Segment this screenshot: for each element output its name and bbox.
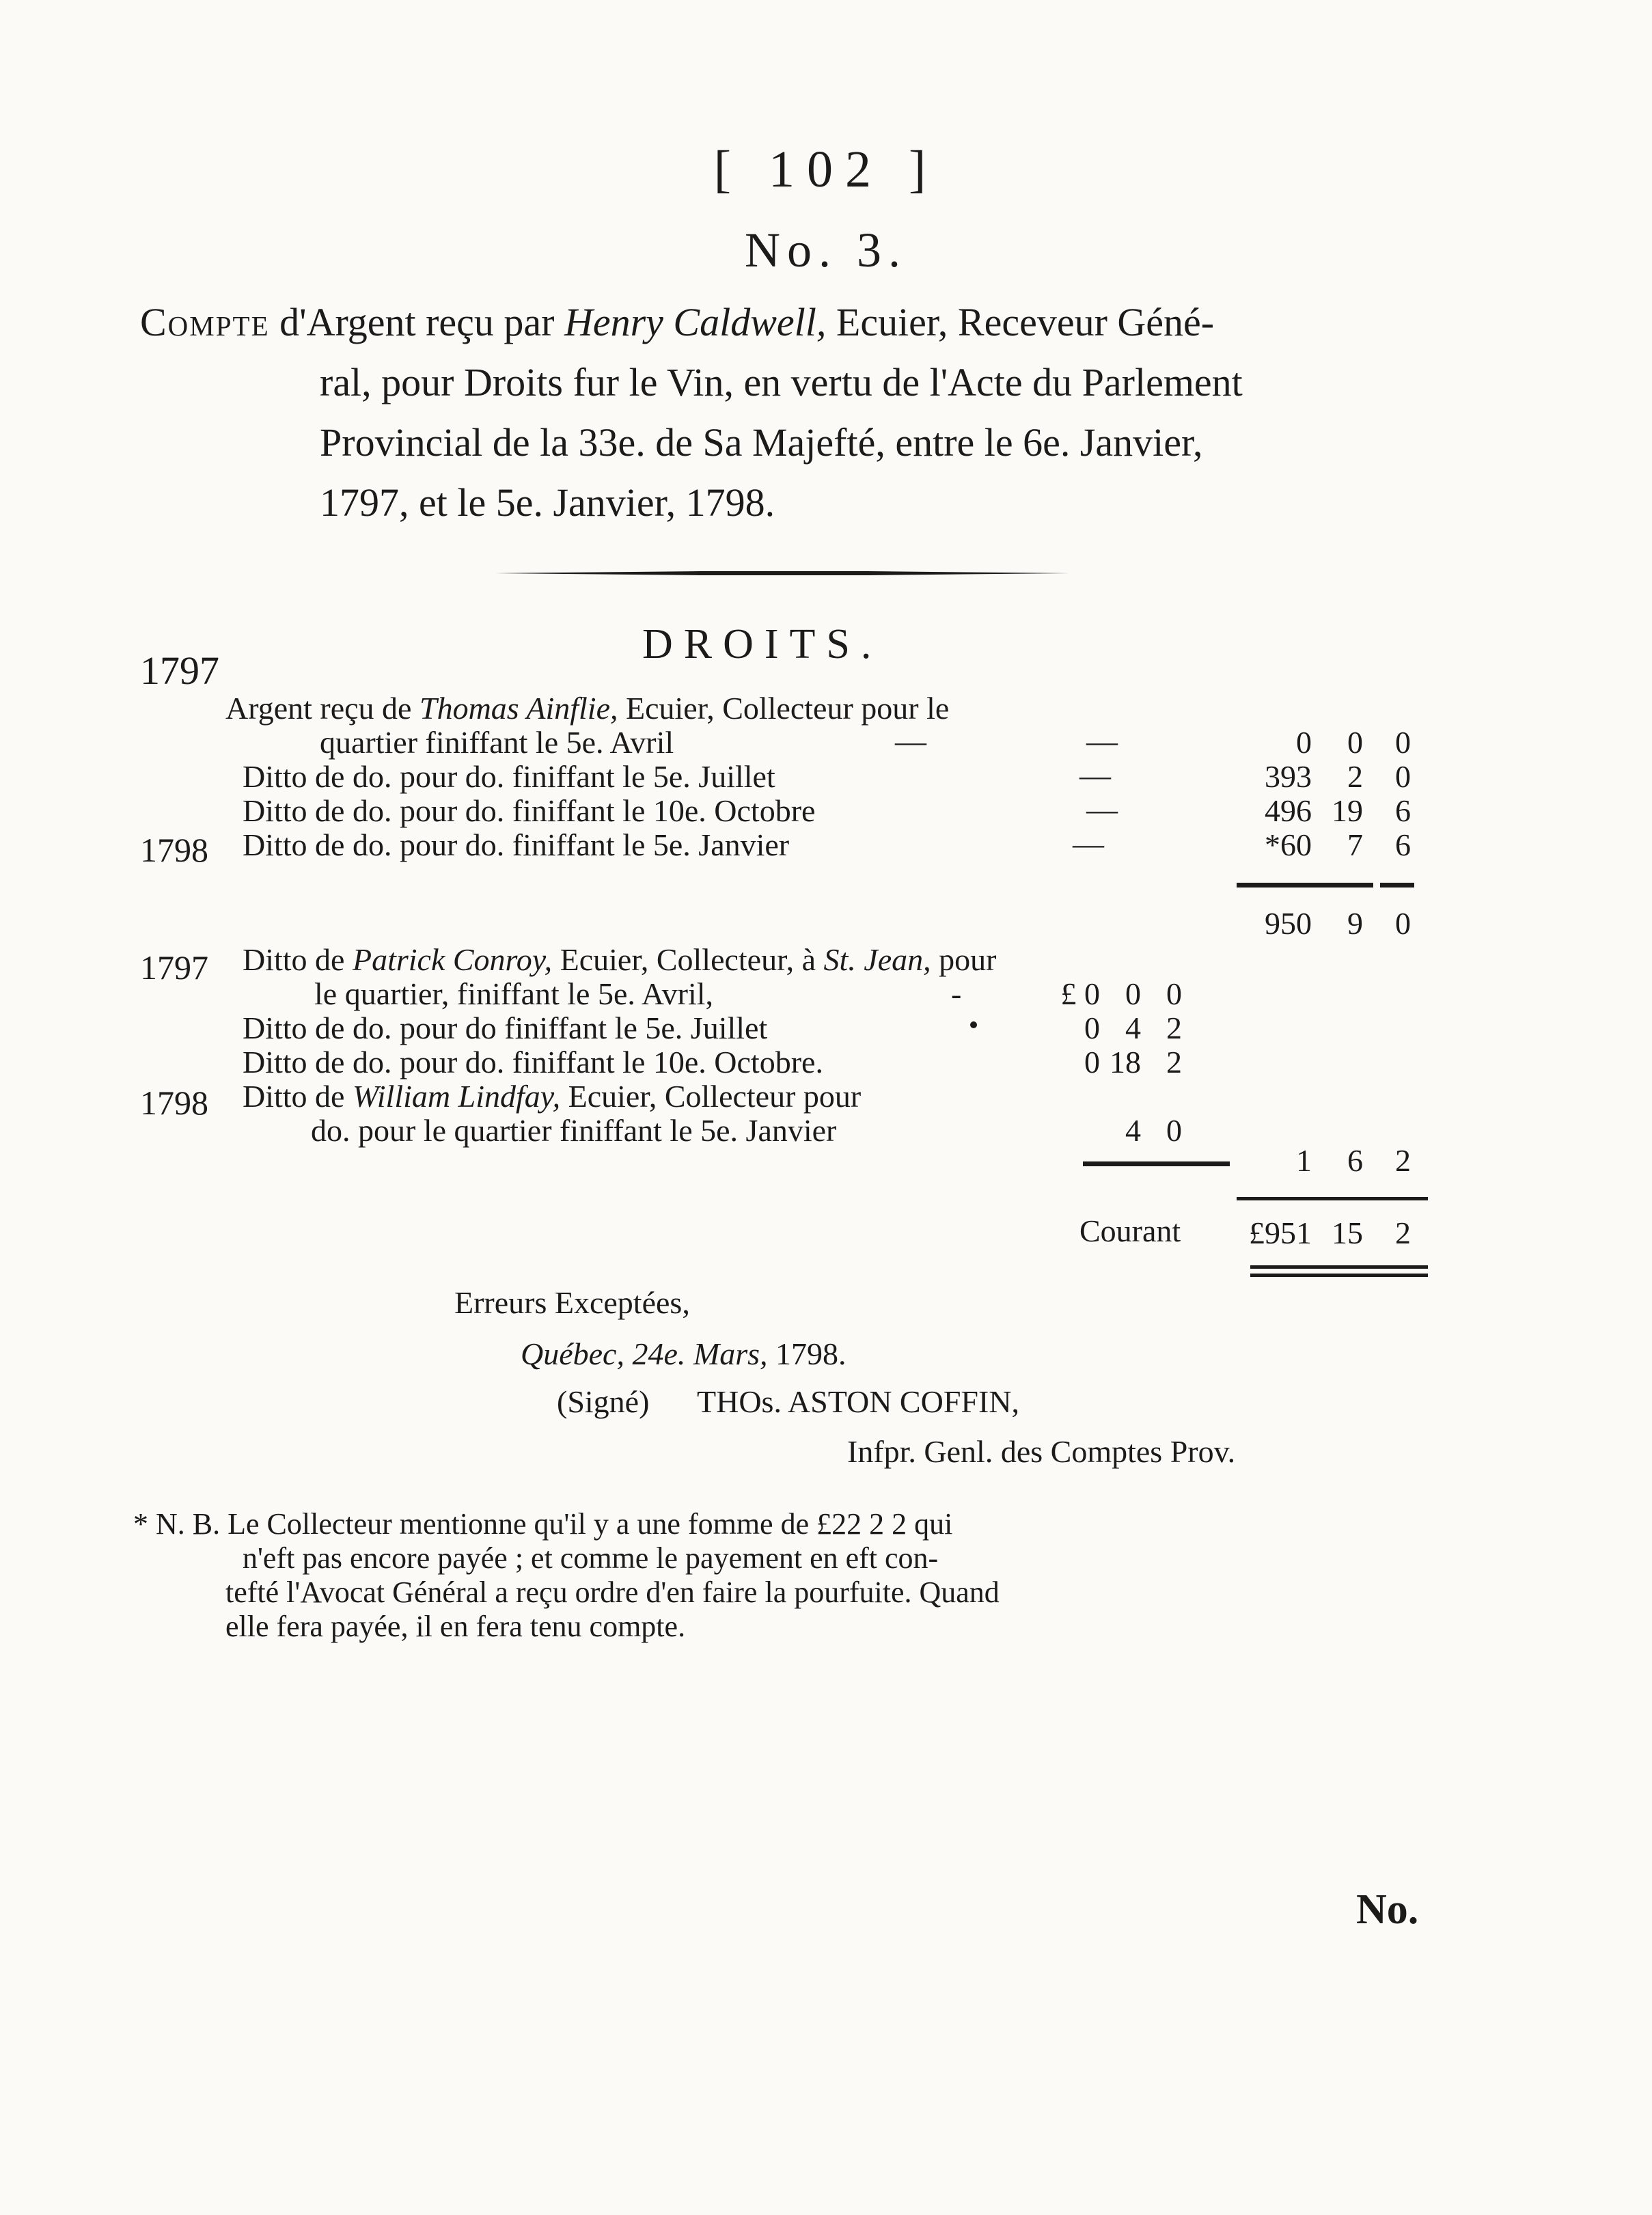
amount-shillings: 7 — [1347, 827, 1363, 862]
dash-leader: — — [1086, 792, 1118, 827]
entry-year: 1798 — [140, 831, 208, 869]
title-line-4: 1797, et le 5e. Janvier, 1798. — [320, 480, 775, 525]
receiver-name: Henry Caldwell, — [564, 300, 827, 344]
amount-pence: 0 — [1166, 976, 1182, 1011]
subtotal-rule — [1237, 883, 1373, 888]
amount-shillings: 2 — [1347, 759, 1363, 794]
entry-text: Ecuier, Collecteur, à — [552, 942, 824, 977]
amount-pence: 0 — [1395, 759, 1411, 794]
amount-pence: 2 — [1166, 1010, 1182, 1045]
entry-text: Ditto de — [243, 942, 353, 977]
place-date-year: 1798. — [767, 1336, 846, 1371]
note-line-4: elle fera payée, il en fera tenu compte. — [225, 1610, 686, 1643]
total-rule — [1237, 1197, 1428, 1200]
total-double-rule — [1250, 1265, 1428, 1269]
title-lead: Compte — [140, 300, 270, 344]
signatory-name: THOs. ASTON COFFIN, — [697, 1384, 1020, 1419]
amount-pounds: 0 — [1296, 725, 1312, 760]
ledger-entry: Ditto de do. pour do. finiffant le 10e. Octobre — [243, 793, 816, 828]
entry-text: Ditto de — [243, 1079, 353, 1114]
total-shillings: 15 — [1332, 1215, 1363, 1250]
place-name: St. Jean, — [823, 942, 931, 977]
catchword: No. — [1356, 1886, 1419, 1933]
entry-text: Argent reçu de — [225, 691, 419, 726]
title-line-3: Provincial de la 33e. de Sa Majefté, entre le 6e. Janvier, — [320, 420, 1203, 465]
total-pounds: £951 — [1249, 1215, 1312, 1250]
amount-pence: 0 — [1395, 725, 1411, 760]
subtotal-rule — [1083, 1161, 1230, 1166]
collector-name: William Lindfay, — [352, 1079, 561, 1114]
amount-shillings: 4 — [1125, 1113, 1141, 1148]
amount-pounds: 0 — [1084, 1045, 1100, 1079]
amount-shillings: 0 — [1347, 725, 1363, 760]
amount-pounds: 393 — [1265, 759, 1312, 794]
dash-leader: — — [1073, 826, 1104, 861]
ledger-entry-continued: quartier finiffant le 5e. Avril — [320, 725, 674, 760]
ledger-entry: Ditto de do. pour do. finiffant le 10e. Octobre. — [243, 1045, 823, 1079]
ledger-entry: Ditto de do. pour do. finiffant le 5e. Juillet — [243, 759, 775, 794]
subtotal-pence: 0 — [1395, 906, 1411, 941]
section-heading: DROITS. — [642, 621, 883, 668]
document-number: No. 3. — [745, 223, 907, 277]
dot-leader — [970, 1021, 977, 1028]
amount-shillings: 19 — [1332, 793, 1363, 828]
ledger-entry-continued: le quartier, finiffant le 5e. Avril, — [314, 976, 714, 1011]
signatory-title: Infpr. Genl. des Comptes Prov. — [847, 1434, 1236, 1469]
amount-pounds: *60 — [1265, 827, 1312, 862]
amount-pounds: 0 — [1084, 1010, 1100, 1045]
errors-excepted: Erreurs Exceptées, — [454, 1285, 690, 1320]
amount-shillings: 4 — [1125, 1010, 1141, 1045]
entry-year: 1798 — [140, 1084, 208, 1122]
place-date-text: Québec, 24e. Mars, — [521, 1336, 768, 1371]
ledger-entry — [243, 941, 996, 978]
amount-shillings: 0 — [1125, 976, 1141, 1011]
note-line-3: tefté l'Avocat Général a reçu ordre d'en faire la pourfuite. Quand — [225, 1576, 1000, 1609]
signed-label: (Signé) — [557, 1384, 650, 1419]
total-label: Courant — [1079, 1213, 1181, 1248]
dash-leader: — — [895, 724, 926, 758]
entry-text: Ecuier, Collecteur pour — [560, 1079, 862, 1114]
ledger-entry: Ditto de do. pour do finiffant le 5e. Juillet — [243, 1010, 768, 1045]
amount-pounds: 496 — [1265, 793, 1312, 828]
dash-leader: - — [951, 976, 962, 1011]
note-line-2: n'eft pas encore payée ; et comme le payement en eft con- — [243, 1541, 939, 1575]
ledger-entry — [225, 690, 949, 726]
amount-pence: 6 — [1395, 827, 1411, 862]
subtotal-pounds: 1 — [1296, 1143, 1312, 1178]
dash-leader: — — [1079, 758, 1111, 793]
section-year: 1797 — [140, 648, 219, 693]
page-number: [ 102 ] — [713, 141, 939, 198]
decorative-rule — [495, 569, 1069, 577]
collector-name: Patrick Conroy, — [352, 942, 553, 977]
amount-pounds: £ 0 — [1060, 976, 1100, 1011]
collector-name: Thomas Ainflie, — [419, 691, 618, 726]
entry-text: pour — [931, 942, 997, 977]
amount-shillings: 18 — [1110, 1045, 1141, 1079]
ledger-entry: Ditto de do. pour do. finiffant le 5e. Janvier — [243, 827, 790, 862]
title-line-1 — [140, 292, 1214, 353]
title-text: Ecuier, Receveur Géné- — [826, 300, 1215, 344]
entry-text: Ecuier, Collecteur pour le — [618, 691, 950, 726]
place-date — [521, 1336, 846, 1372]
entry-year: 1797 — [140, 948, 208, 987]
dash-leader: — — [1086, 724, 1118, 758]
amount-pence: 6 — [1395, 793, 1411, 828]
subtotal-rule — [1380, 883, 1414, 888]
ledger-entry — [243, 1078, 861, 1114]
ledger-entry-continued: do. pour le quartier finiffant le 5e. Janvier — [311, 1113, 837, 1148]
total-pence: 2 — [1395, 1215, 1411, 1250]
amount-pence: 2 — [1166, 1045, 1182, 1079]
subtotal-pounds: 950 — [1265, 906, 1312, 941]
title-line-2: ral, pour Droits fur le Vin, en vertu de l'Acte du Parlement — [320, 360, 1243, 404]
subtotal-pence: 2 — [1395, 1143, 1411, 1178]
title-text: d'Argent reçu par — [269, 300, 564, 344]
subtotal-shillings: 9 — [1347, 906, 1363, 941]
subtotal-shillings: 6 — [1347, 1143, 1363, 1178]
amount-pence: 0 — [1166, 1113, 1182, 1148]
total-double-rule — [1250, 1274, 1428, 1277]
note-line-1: * N. B. Le Collecteur mentionne qu'il y a une fomme de £22 2 2 qui — [133, 1507, 953, 1541]
